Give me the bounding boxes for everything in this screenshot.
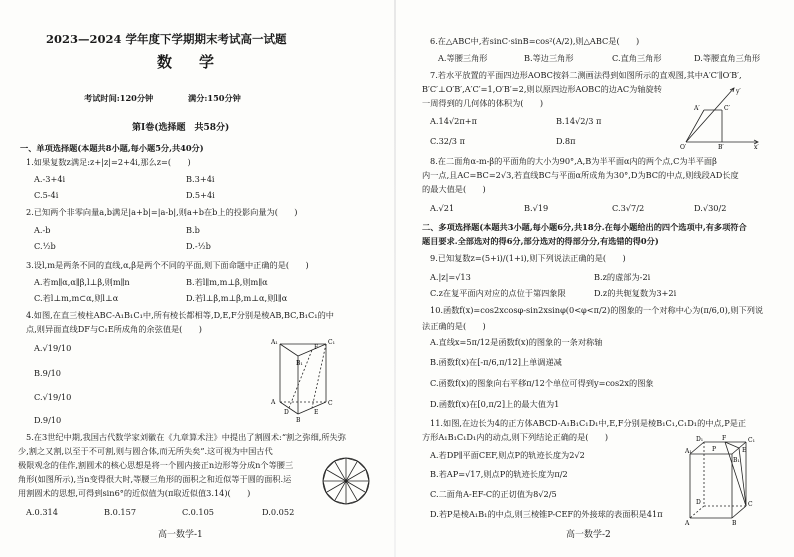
fig11-label: A₁: [685, 448, 692, 455]
question-11-line-1: 11.如图,在边长为4的正方体ABCD-A₁B₁C₁D₁中,E,F分别是棱B₁C₁,C₁D₁的中点,P是正: [430, 418, 747, 428]
page-gutter: [394, 0, 396, 557]
question-5-line-5: 用割圆术的思想,可得到sin6°的近似值为(π取近似值3.14)( ): [18, 488, 251, 498]
q2-option-b: B.b: [186, 225, 200, 235]
part-one-heading: 第Ⅰ卷(选择题 共58分): [132, 123, 230, 133]
fig11-label: B: [732, 520, 737, 527]
question-7-line-3: 一周得到的几何体的体积为( ): [422, 98, 544, 108]
q7-option-b: B.14√2/3 π: [556, 116, 602, 126]
q8-option-b: B.√19: [524, 203, 549, 213]
subject-title: 数 学: [157, 53, 221, 71]
q8-option-a: A.√21: [430, 203, 455, 213]
q8-option-c: C.3√7/2: [612, 203, 645, 213]
question-7-line-2: B′C′⊥O′B′,A′C′=1,O′B′=2,则以原四边形AOBC的边AC为轴旋转: [422, 84, 662, 94]
q3-option-b: B.若l∥m,m⊥β,则m∥α: [186, 277, 268, 287]
prism-figure: [268, 336, 338, 422]
question-5-line-2: 少,割之又割,以至于不可割,则与圆合体,而无所失矣”.这可视为中国古代: [18, 446, 273, 456]
exam-title: 2023—2024 学年度下学期期末考试高一试题: [46, 32, 287, 46]
fig11-label: A: [685, 520, 690, 527]
fig4-label: C₁: [328, 339, 335, 346]
q3-option-a: A.若m∥α,α∥β,l⊥β,则m∥n: [34, 277, 130, 287]
section-two-heading-line-2: 题目要求.全部选对的得6分,部分选对的得部分分,有选错的得0分): [422, 236, 659, 246]
question-8-line-3: 的最大值是( ): [422, 184, 486, 194]
q2-option-a: A.-b: [34, 225, 51, 235]
q5-option-c: C.0.105: [182, 507, 215, 517]
fig4-label: A₁: [271, 339, 278, 346]
question-5-line-4: 角形(如图所示),当n变得很大时,等腰三角形的面积之和近似等于圆的面积.运: [18, 474, 292, 484]
fig4-label: F: [314, 344, 319, 351]
question-5-line-1: 5.在3世纪中期,我国古代数学家刘徽在《九章算术注》中提出了割圆术:“割之弥细,所失弥: [26, 432, 346, 442]
fig7-label: A′: [694, 105, 700, 112]
fig11-label: E: [742, 447, 747, 454]
fig4-label: A: [271, 399, 276, 406]
fig11-label: P: [712, 446, 717, 453]
fig4-label: B₁: [296, 360, 303, 367]
q6-option-b: B.等边三角形: [524, 53, 574, 63]
q3-option-d: D.若l⊥β,m⊥β,m⊥α,则l∥α: [186, 293, 288, 303]
q4-option-d: D.9/10: [34, 415, 62, 425]
q10-option-c: C.函数f(x)的图象向右平移π/12个单位可得到y=cos2x的图象: [430, 378, 654, 388]
q10-option-a: A.直线x=5π/12是函数f(x)的图象的一条对称轴: [430, 337, 603, 347]
circle-partition-figure: [320, 455, 372, 507]
cube-figure: [686, 434, 758, 526]
question-4-line-2: 点,则异面直线DF与C₁E所成角的余弦值是( ): [26, 324, 202, 334]
q7-option-c: C.32/3 π: [430, 136, 465, 146]
fig7-label: C′: [724, 105, 730, 112]
fig7-label: x′: [754, 144, 759, 151]
fig11-label: F: [722, 435, 727, 442]
question-4-line-1: 4.如图,在直三棱柱ABC-A₁B₁C₁中,所有棱长都相等,D,E,F分别是棱AB,BC,B₁C₁的中: [26, 310, 334, 320]
q4-option-b: B.9/10: [34, 368, 62, 378]
q9-option-c: C.z在复平面内对应的点位于第四象限: [430, 288, 566, 298]
q7-option-d: D.8π: [556, 136, 576, 146]
exam-time: 考试时间:120分钟: [84, 93, 154, 103]
fig7-label: B′: [718, 144, 724, 151]
page-1: [0, 0, 390, 557]
q6-option-a: A.等腰三角形: [438, 53, 488, 63]
q10-option-d: D.函数f(x)在[0,π/2]上的最大值为1: [430, 399, 560, 409]
q10-option-b: B.函数f(x)在[-π/6,π/12]上单调递减: [430, 357, 562, 367]
question-2: 2.已知两个非零向量a,b满足|a+b|=|a-b|,则a+b在b上的投影向量为( ): [26, 207, 298, 217]
q4-option-a: A.√19/10: [34, 343, 72, 353]
question-3: 3.设l,m是两条不同的直线,α,β是两个不同的平面,则下面命题中正确的是( ): [26, 260, 309, 270]
section-two-heading-line-1: 二、多项选择题(本题共3小题,每小题6分,共18分.在每小题给出的四个选项中,有多项符合: [422, 222, 747, 232]
q5-option-b: B.0.157: [104, 507, 137, 517]
page-footer: 高一数学-1: [158, 530, 203, 540]
fig4-label: D: [284, 409, 289, 416]
question-10-line-2: 法正确的是( ): [422, 321, 486, 331]
page-footer: 高一数学-2: [566, 530, 611, 540]
q11-option-b: B.若AP=√17,则点P的轨迹长度为π/2: [430, 469, 568, 479]
q4-option-c: C.√19/10: [34, 392, 72, 402]
question-8-line-1: 8.在二面角α-m-β的平面角的大小为90°,A,B为半平面α内的两个点,C为半平面β: [430, 156, 717, 166]
question-1: 1.如果复数z满足:z+|z|=2+4i,那么z=( ): [26, 157, 191, 167]
q7-option-a: A.14√2π+π: [430, 116, 477, 126]
section-one-heading: 一、单项选择题(本题共8小题,每小题5分,共40分): [20, 143, 204, 153]
fig11-label: D: [696, 499, 701, 506]
page-2: [400, 0, 794, 557]
q1-option-b: B.3+4i: [186, 174, 215, 184]
question-8-line-2: 内一点,且AC=BC=2√3,若直线BC与平面α所成角为30°,D为BC的中点,则线段AD长度: [422, 170, 739, 180]
fig4-label: C: [328, 400, 333, 407]
fig4-label: E: [314, 409, 319, 416]
q6-option-d: D.等腰直角三角形: [694, 53, 761, 63]
oblique-drawing-figure: [678, 84, 762, 150]
q2-option-d: D.-½b: [186, 241, 211, 251]
q6-option-c: C.直角三角形: [612, 53, 662, 63]
question-10-line-1: 10.函数f(x)=cos2xcosφ-sin2xsinφ(0<φ<π/2)的图象的一个对称中心为(π/6,0),则下列说: [430, 305, 764, 315]
fig11-label: C: [748, 501, 753, 508]
full-score: 满分:150分钟: [188, 93, 241, 103]
fig7-label: O′: [680, 144, 687, 151]
q11-option-c: C.二面角A-EF-C的正切值为8√2/5: [430, 489, 557, 499]
q9-option-a: A.|z|=√13: [430, 272, 471, 282]
q1-option-d: D.5+4i: [186, 190, 215, 200]
question-7-line-1: 7.若水平放置的平面四边形AOBC按斜二测画法得到如图所示的直观图,其中A′C′∥O′B′,: [430, 70, 742, 80]
q9-option-d: D.z的共轭复数为3+2i: [594, 288, 677, 298]
q9-option-b: B.z的虚部为-2i: [594, 272, 651, 282]
q3-option-c: C.若l⊥m,m⊂α,则l⊥α: [34, 293, 119, 303]
q8-option-d: D.√30/2: [694, 203, 727, 213]
q11-option-a: A.若DP∥平面CEF,则点P的轨迹长度为2√2: [430, 450, 585, 460]
fig11-label: C₁: [748, 437, 755, 444]
question-5-line-3: 极限观念的佳作,割圆术的核心思想是将一个圆内接正n边形等分成n个等腰三: [18, 460, 294, 470]
fig4-label: B: [296, 417, 301, 424]
q5-option-d: D.0.052: [262, 507, 295, 517]
question-11-line-2: 方形A₁B₁C₁D₁内的动点,则下列结论正确的是( ): [422, 432, 609, 442]
q1-option-c: C.5-4i: [34, 190, 59, 200]
question-9: 9.已知复数z=(5+i)/(1+i),则下列说法正确的是( ): [430, 253, 626, 263]
fig11-label: D₁: [696, 436, 704, 443]
q5-option-a: A.0.314: [26, 507, 58, 517]
fig7-label: y′: [736, 88, 741, 95]
question-6: 6.在△ABC中,若sinC·sinB=cos²(A/2),则△ABC是( ): [430, 36, 640, 46]
q2-option-c: C.½b: [34, 241, 56, 251]
q1-option-a: A.-3+4i: [34, 174, 66, 184]
q11-option-d: D.若P是棱A₁B₁的中点,则三棱锥P-CEF的外接球的表面积是41π: [430, 509, 663, 519]
fig11-label: B₁: [733, 457, 740, 464]
